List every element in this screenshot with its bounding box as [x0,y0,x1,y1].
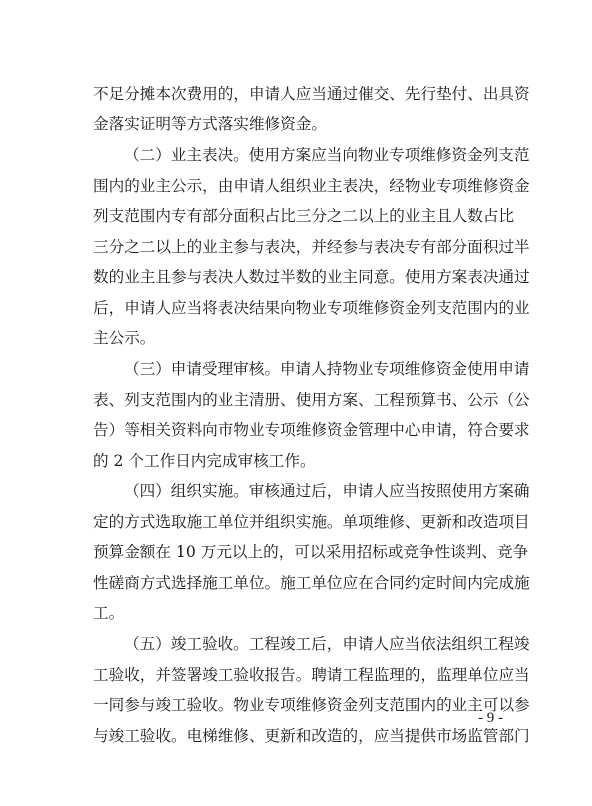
text-line: 工。 [93,604,125,622]
text-line: （四）组织实施。审核通过后，申请人应当按照使用方案确 [124,482,530,500]
text-line: （五）竣工验收。工程竣工后，申请人应当依法组织工程竣 [124,635,530,653]
text-line: 表、列支范围内的业主清册、使用方案、工程预算书、公示（公 [93,391,530,409]
text-line: 工验收，并签署竣工验收报告。聘请工程监理的，监理单位应当 [93,666,530,684]
text-line: 围内的业主公示，由申请人组织业主表决，经物业专项维修资金 [93,177,530,195]
text-line: （二）业主表决。使用方案应当向物业专项维修资金列支范 [124,146,530,164]
text-line: 的 2 个工作日内完成审核工作。 [93,452,316,470]
text-line: 告）等相关资料向市物业专项维修资金管理中心申请，符合要求 [93,421,530,439]
text-line: 列支范围内专有部分面积占比三分之二以上的业主且人数占比 [93,207,515,225]
text-line: 与竣工验收。电梯维修、更新和改造的，应当提供市场监管部门 [93,727,530,745]
text-line: 不足分摊本次费用的，申请人应当通过催交、先行垫付、出具资 [93,85,530,103]
text-line: 性磋商方式选择施工单位。施工单位应在合同约定时间内完成施 [93,574,530,592]
text-line: 一同参与竣工验收。物业专项维修资金列支范围内的业主可以参 [93,696,530,714]
text-line: （三）申请受理审核。申请人持物业专项维修资金使用申请 [124,360,530,378]
page-number: - 9 - [478,710,503,726]
text-line: 三分之二以上的业主参与表决，并经参与表决专有部分面积过半 [93,238,530,256]
text-line: 预算金额在 10 万元以上的，可以采用招标或竞争性谈判、竞争 [93,543,529,561]
text-line: 定的方式选取施工单位并组织实施。单项维修、更新和改造项目 [93,513,530,531]
text-line: 数的业主且参与表决人数过半数的业主同意。使用方案表决通过 [93,268,530,286]
text-line: 主公示。 [93,329,156,347]
text-line: 金落实证明等方式落实维修资金。 [93,115,327,133]
text-line: 后，申请人应当将表决结果向物业专项维修资金列支范围内的业 [93,299,530,317]
